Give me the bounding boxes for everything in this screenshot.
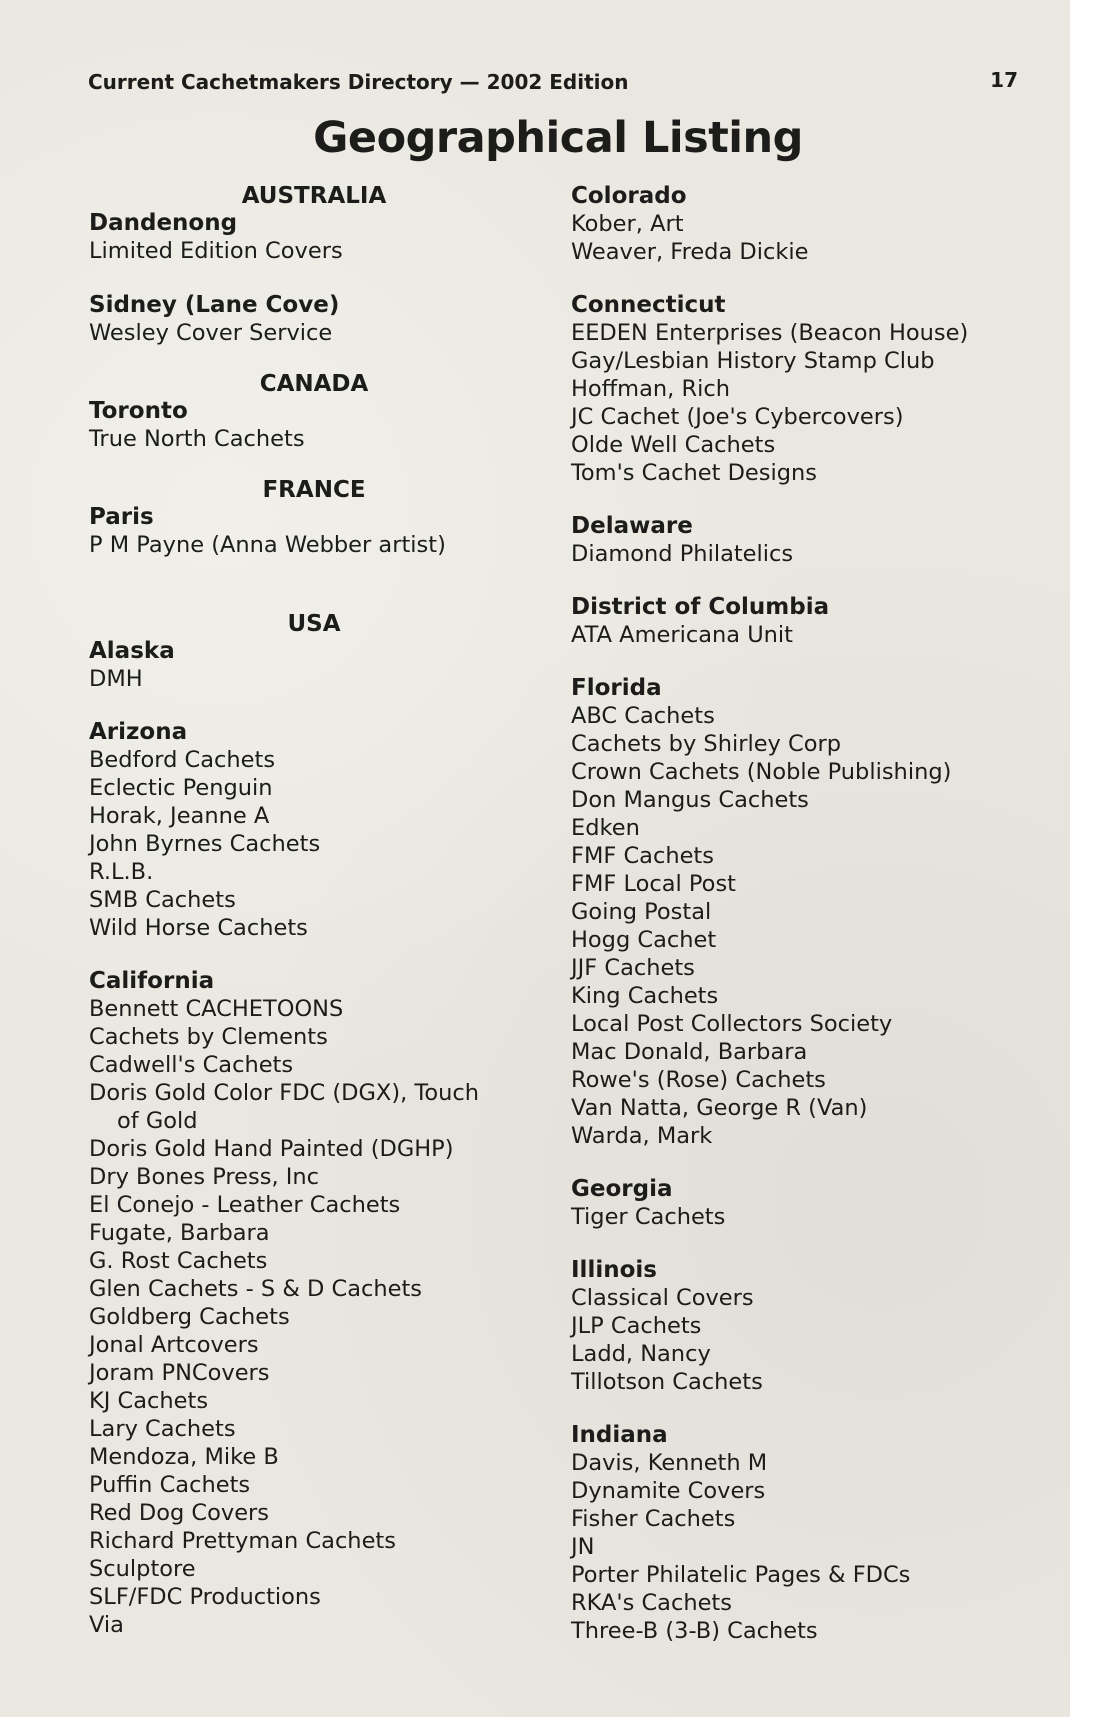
- list-item: John Byrnes Cachets: [89, 831, 321, 857]
- list-item: Dry Bones Press, Inc: [89, 1164, 320, 1190]
- list-item: Classical Covers: [571, 1285, 754, 1311]
- list-item: Hoffman, Rich: [571, 376, 730, 402]
- list-item: Glen Cachets - S & D Cachets: [89, 1276, 423, 1302]
- list-item: Dynamite Covers: [571, 1478, 766, 1504]
- list-item: Hogg Cachet: [571, 927, 717, 953]
- list-item: FMF Local Post: [571, 871, 736, 897]
- list-item: Mendoza, Mike B: [89, 1444, 279, 1470]
- list-item: Tillotson Cachets: [571, 1369, 763, 1395]
- list-item: Local Post Collectors Society: [571, 1011, 893, 1037]
- list-item: Fugate, Barbara: [89, 1220, 270, 1246]
- region-heading-alaska: Alaska: [89, 638, 175, 664]
- region-heading-paris: Paris: [89, 504, 154, 530]
- right-column: [571, 183, 1041, 1645]
- running-header: [88, 68, 1018, 98]
- list-item: Ladd, Nancy: [571, 1341, 711, 1367]
- list-item: Puffin Cachets: [89, 1472, 251, 1498]
- list-item: Lary Cachets: [89, 1416, 236, 1442]
- list-item: Tiger Cachets: [571, 1204, 726, 1230]
- list-item: Doris Gold Hand Painted (DGHP): [89, 1136, 454, 1162]
- list-item: King Cachets: [571, 983, 719, 1009]
- region-heading-toronto: Toronto: [89, 398, 188, 424]
- list-item: P M Payne (Anna Webber artist): [89, 532, 446, 558]
- list-item: Via: [89, 1612, 124, 1638]
- list-item: Going Postal: [571, 899, 712, 925]
- list-item: Porter Philatelic Pages & FDCs: [571, 1562, 911, 1588]
- list-item: R.L.B.: [89, 859, 154, 885]
- list-item: G. Rost Cachets: [89, 1248, 268, 1274]
- region-heading-dandenong: Dandenong: [89, 210, 238, 236]
- list-item: Red Dog Covers: [89, 1500, 270, 1526]
- list-item: FMF Cachets: [571, 843, 714, 869]
- list-item: Richard Prettyman Cachets: [89, 1528, 396, 1554]
- list-item: Weaver, Freda Dickie: [571, 239, 809, 265]
- list-item: SMB Cachets: [89, 887, 236, 913]
- list-item: Davis, Kenneth M: [571, 1450, 768, 1476]
- list-item: Diamond Philatelics: [571, 541, 794, 567]
- list-item: DMH: [89, 666, 143, 692]
- list-item: Crown Cachets (Noble Publishing): [571, 759, 952, 785]
- list-item: Eclectic Penguin: [89, 775, 273, 801]
- list-item: Van Natta, George R (Van): [571, 1095, 868, 1121]
- list-item: Cachets by Clements: [89, 1024, 328, 1050]
- region-heading-illinois: Illinois: [571, 1257, 657, 1283]
- list-item: Gay/Lesbian History Stamp Club: [571, 348, 935, 374]
- region-heading-colorado: Colorado: [571, 183, 687, 209]
- list-item: Horak, Jeanne A: [89, 803, 270, 829]
- region-heading-california: California: [89, 968, 215, 994]
- list-item: Sculptore: [89, 1556, 196, 1582]
- page-edge: [1070, 0, 1100, 1717]
- list-item-continuation: of Gold: [117, 1108, 198, 1134]
- region-heading-arizona: Arizona: [89, 719, 188, 745]
- list-item: Wild Horse Cachets: [89, 915, 308, 941]
- list-item: Tom's Cachet Designs: [571, 460, 818, 486]
- list-item: JLP Cachets: [571, 1313, 702, 1339]
- running-header-title: Current Cachetmakers Directory — 2002 Edition: [88, 70, 629, 94]
- page-number: 17: [990, 68, 1018, 92]
- region-heading-sidney: Sidney (Lane Cove): [89, 292, 340, 318]
- list-item: Kober, Art: [571, 211, 684, 237]
- list-item: ATA Americana Unit: [571, 622, 794, 648]
- list-item: SLF/FDC Productions: [89, 1584, 321, 1610]
- left-column: [89, 183, 549, 1639]
- list-item: Olde Well Cachets: [571, 432, 776, 458]
- country-heading-usa: USA: [287, 611, 341, 637]
- region-heading-district-of-columbia: District of Columbia: [571, 594, 830, 620]
- list-item: Rowe's (Rose) Cachets: [571, 1067, 826, 1093]
- list-item: Joram PNCovers: [89, 1360, 270, 1386]
- list-item: Mac Donald, Barbara: [571, 1039, 808, 1065]
- region-heading-florida: Florida: [571, 675, 662, 701]
- region-heading-indiana: Indiana: [571, 1422, 668, 1448]
- country-heading-australia: AUSTRALIA: [241, 183, 387, 209]
- country-heading-canada: CANADA: [259, 371, 369, 397]
- list-item: JC Cachet (Joe's Cybercovers): [571, 404, 904, 430]
- list-item: Cachets by Shirley Corp: [571, 731, 842, 757]
- list-item: Goldberg Cachets: [89, 1304, 290, 1330]
- list-item: Bennett CACHETOONS: [89, 996, 344, 1022]
- list-item: Doris Gold Color FDC (DGX), Touch: [89, 1080, 479, 1106]
- list-item: JJF Cachets: [571, 955, 695, 981]
- list-item: RKA's Cachets: [571, 1590, 732, 1616]
- list-item: True North Cachets: [89, 426, 305, 452]
- list-item: Jonal Artcovers: [89, 1332, 259, 1358]
- region-heading-delaware: Delaware: [571, 513, 693, 539]
- list-item: Fisher Cachets: [571, 1506, 736, 1532]
- list-item: Three-B (3-B) Cachets: [571, 1618, 818, 1644]
- list-item: EEDEN Enterprises (Beacon House): [571, 320, 969, 346]
- list-item: ABC Cachets: [571, 703, 715, 729]
- list-item: Cadwell's Cachets: [89, 1052, 294, 1078]
- page-title: Geographical Listing: [313, 113, 803, 163]
- list-item: Don Mangus Cachets: [571, 787, 809, 813]
- list-item: El Conejo - Leather Cachets: [89, 1192, 401, 1218]
- list-item: Warda, Mark: [571, 1123, 713, 1149]
- list-item: Bedford Cachets: [89, 747, 276, 773]
- list-item: Edken: [571, 815, 640, 841]
- list-item: Limited Edition Covers: [89, 238, 343, 264]
- list-item: JN: [571, 1534, 595, 1560]
- list-item: Wesley Cover Service: [89, 320, 333, 346]
- region-heading-connecticut: Connecticut: [571, 292, 726, 318]
- country-heading-france: FRANCE: [262, 477, 366, 503]
- list-item: KJ Cachets: [89, 1388, 209, 1414]
- region-heading-georgia: Georgia: [571, 1176, 673, 1202]
